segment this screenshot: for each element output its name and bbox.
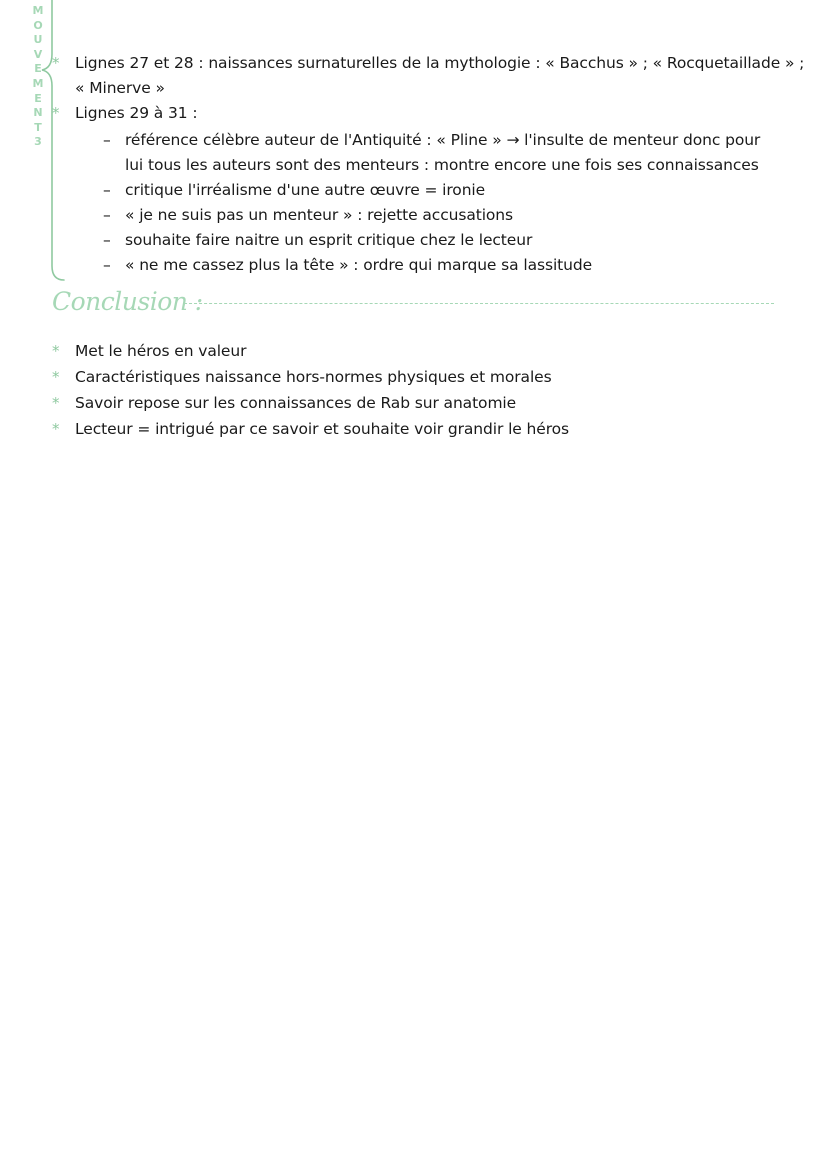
item-heading: Lignes 29 à 31 : — [75, 104, 198, 122]
side-letter: V — [33, 47, 43, 61]
side-letter: M — [32, 4, 44, 17]
sub-item-text: souhaite faire naitre un esprit critique chez le lecteur — [125, 231, 533, 249]
bullet-star-icon: * — [52, 368, 60, 386]
conclusion-item: Caractéristiques naissance hors-normes physiques et morales — [75, 368, 552, 386]
side-letter: O — [33, 18, 43, 32]
item-text: « Minerve » — [75, 79, 165, 97]
sub-item-text: « je ne suis pas un menteur » : rejette accusations — [125, 206, 513, 224]
item-text: Lignes 27 et 28 : naissances surnaturelles de la mythologie : « Bacchus » ; « Rocquetaillade » ; — [75, 54, 805, 72]
conclusion-item: Lecteur = intrigué par ce savoir et souhaite voir grandir le héros — [75, 420, 569, 438]
bullet-star-icon: * — [52, 104, 60, 122]
conclusion-item: Met le héros en valeur — [75, 342, 247, 360]
bullet-star-icon: * — [52, 420, 60, 438]
side-letter: 3 — [34, 135, 42, 149]
sub-item-text: lui tous les auteurs sont des menteurs : montre encore une fois ses connaissances — [125, 156, 759, 174]
sub-item-text: référence célèbre auteur de l'Antiquité : « Pline » → l'insulte de menteur donc pour — [125, 131, 761, 149]
conclusion-item: Savoir repose sur les connaissances de Rab sur anatomie — [75, 394, 517, 412]
dash-bullet: – — [103, 231, 111, 249]
bullet-star-icon: * — [52, 394, 60, 412]
dash-bullet: – — [103, 256, 111, 274]
dash-bullet: – — [103, 206, 111, 224]
conclusion-title: Conclusion : — [52, 287, 203, 316]
dash-bullet: – — [103, 181, 111, 199]
bullet-star-icon: * — [52, 54, 60, 72]
sub-item-text: critique l'irréalisme d'une autre œuvre = ironie — [125, 181, 486, 199]
side-letter: M — [32, 76, 44, 90]
curly-brace-icon — [33, 0, 66, 290]
side-letter: E — [34, 91, 42, 105]
dash-bullet: – — [103, 131, 111, 149]
side-letter: E — [34, 62, 42, 76]
side-letter: U — [33, 33, 43, 47]
side-letter: T — [34, 120, 42, 134]
sub-item-text: « ne me cassez plus la tête » : ordre qui marque sa lassitude — [125, 256, 593, 274]
side-letter: N — [33, 106, 43, 120]
heading-divider — [184, 303, 774, 304]
bullet-star-icon: * — [52, 342, 60, 360]
